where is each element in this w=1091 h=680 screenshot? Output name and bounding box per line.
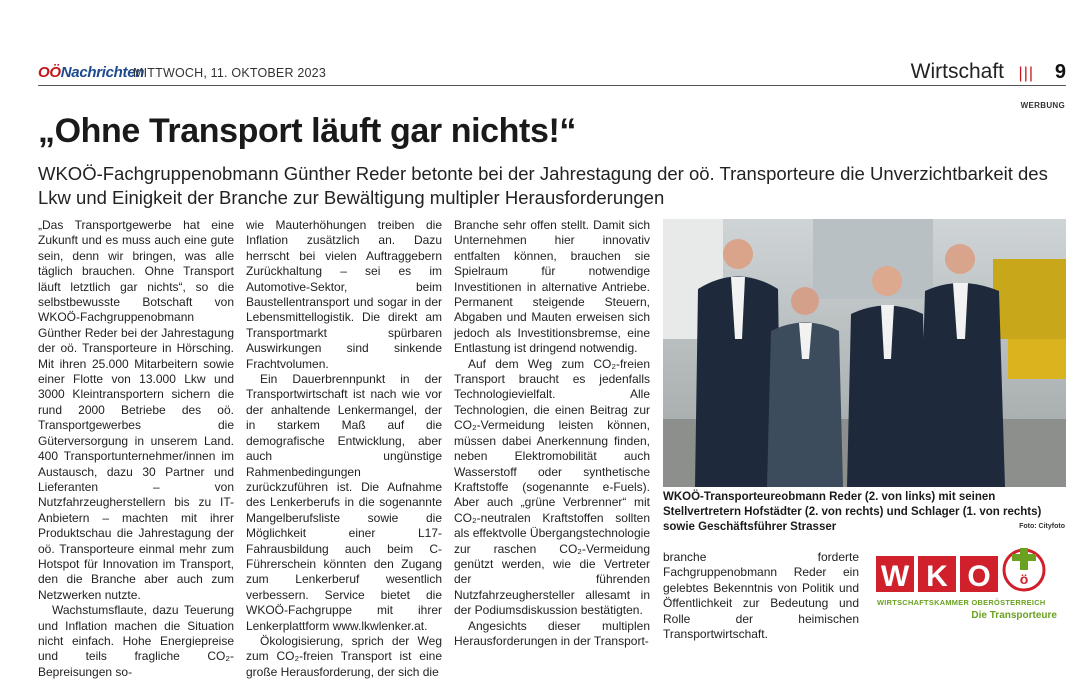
article-column-3 <box>454 218 650 649</box>
article-column-2 <box>246 218 442 680</box>
paragraph: Ökologisierung, sprich der Weg zum CO₂-freien Transport ist eine große Herausforderung, der sich die <box>246 633 442 679</box>
wko-letter: K <box>926 560 948 593</box>
page-number: 9 <box>1054 61 1066 83</box>
masthead <box>38 62 1066 84</box>
photo-caption: WKOÖ-Transporteureobmann Reder (2. von links) mit seinen Stellvertretern Hofstädter (2. von rechts) und Schlager (1. von rechts) sowie Geschäftsführer Strasser <box>663 491 1042 533</box>
article-column-4: branche forderte Fachgruppenobmann Reder ein gelebtes Bekenntnis von Politik und Öffentlichkeit zur Bedeutung und Rolle der heimischen Transportwirtschaft. <box>663 550 859 642</box>
subheadline: WKOÖ-Fachgruppenobmann Günther Reder betonte bei der Jahrestagung der oö. Transporteure die Unverzichtbarkeit des Lkw und Einigkeit der Branche zur Bewältigung multipler Herausforderungen <box>38 163 1048 208</box>
header-rule <box>38 85 1066 86</box>
paragraph: Ein Dauerbrennpunkt in der Transportwirtschaft ist nach wie vor der anhaltende Lenkermangel, der in starkem Maß auf die demografische Entwicklung, aber auch ungünstige Rahmenbedingungen zurückzuführen ist. Die Aufnahme des Lenkerberufs in die sogenannte Mangelberufsliste sowie die Möglichkeit einer L17-Fahrausbildung auch beim C-Führerschein könnten den Zugang zum Lenkerberuf wesentlich verbessern. Service bietet die WKOÖ-Fachgruppe mit ihrer Lenkerplattform www.lkwlenker.at. <box>246 372 442 633</box>
wko-letter: W <box>880 560 910 593</box>
photo-credit: Foto: Cityfoto <box>1019 523 1065 530</box>
group-photo-illustration <box>663 219 1066 487</box>
wko-logo-graphic <box>874 544 1060 624</box>
wko-logo <box>874 544 1060 624</box>
paragraph: Branche sehr offen stellt. Damit sich Unternehmen hier innovativ entfalten können, brauchen sie Spielraum für notwendige Investitionen in alternative Antriebe. Permanent steigende Steuern, Abgaben und Mauten erweisen sich jedoch als Investitionsbremse, eine Entlastung ist dringend notwendig. <box>454 218 650 356</box>
group-photo <box>663 219 1066 487</box>
paragraph: „Das Transportgewerbe hat eine Zukunft und es muss auch eine gute sein, denn wir bringen, was alle täglich brauchen. Ohne Transport läuft letztlich gar nichts“, so die selbstbewusste Botschaft von WKOÖ-Fachgruppenobmann Günther Reder bei der Jahrestagung der oö. Transporteure in Hörsching. Mit ihren 25.000 Mitarbeitern sowie einer Flotte von 13.000 Lkw und 3000 Kleintransportern sichern die rund 2000 Betriebe des oö. Transportgewerbes die Güterversorgung in unserem Land. 400 Transportunternehmer/innen im Austausch, dazu 30 Partner und Lieferanten – von Nutzfahrzeugherstellern bis zu IT-Anbietern – machten mit ihrer Produktschau die Jahrestagung der oö. Transporteure einmal mehr zum Hotspot für Innovation im Transport, den die Branche aber auch zum Netzwerken nutzte. <box>38 218 234 602</box>
paragraph: Angesichts dieser multiplen Herausforderungen in der Transport- <box>454 618 650 648</box>
wko-letter: O <box>967 560 991 593</box>
issue-date: MITTWOCH, 11. OKTOBER 2023 <box>133 66 326 80</box>
section-title: Wirtschaft <box>910 60 1004 83</box>
wko-line1: WIRTSCHAFTSKAMMER OBERÖSTERREICH <box>877 598 1046 607</box>
section-divider-icon: ||| <box>1018 65 1034 82</box>
paragraph: Wachstumsflaute, dazu Teuerung und Inflation machen die Situation nicht einfach. Hohe Energiepreise und teils fragliche CO₂-Bepreisungen so- <box>38 603 234 679</box>
advertisement-label: WERBUNG <box>1020 101 1065 110</box>
paragraph: wie Mauterhöhungen treiben die Inflation zusätzlich an. Dazu herrscht bei vielen Auftraggebern Zurückhaltung – sei es im Automotive-Sektor, beim Baustellentransport und sogar in der Lebensmittellogistik. Die direkt am Transportmarkt spürbaren Auswirkungen sind sinkende Frachtvolumen. <box>246 218 442 371</box>
paragraph: Auf dem Weg zum CO₂-freien Transport braucht es jedenfalls Technologievielfalt. Alle Technologien, die einen Beitrag zur CO₂-Vermeidung leisten können, müssen dabei Anerkennung finden, neben Elektromobilität auch Wasserstoff oder synthetische Kraftstoffe (sogenannte e-Fuels). Aber auch „grüne Verbrenner“ mit CO₂-neutralen Kraftstoffen sollten als effektvolle Übergangstechnologie zur raschen CO₂-Vermeidung genützt werden, wie die Vertreter der führenden Nutzfahrzeughersteller allesamt in der Podiumsdiskussion bestätigten. <box>454 356 650 618</box>
article-column-1 <box>38 218 234 680</box>
seal-letter: ö <box>1019 571 1029 587</box>
newspaper-logo: OÖNachrichten <box>38 64 145 81</box>
wko-line2: Die Transporteure <box>971 610 1057 621</box>
headline: „Ohne Transport läuft gar nichts!“ <box>38 112 577 150</box>
